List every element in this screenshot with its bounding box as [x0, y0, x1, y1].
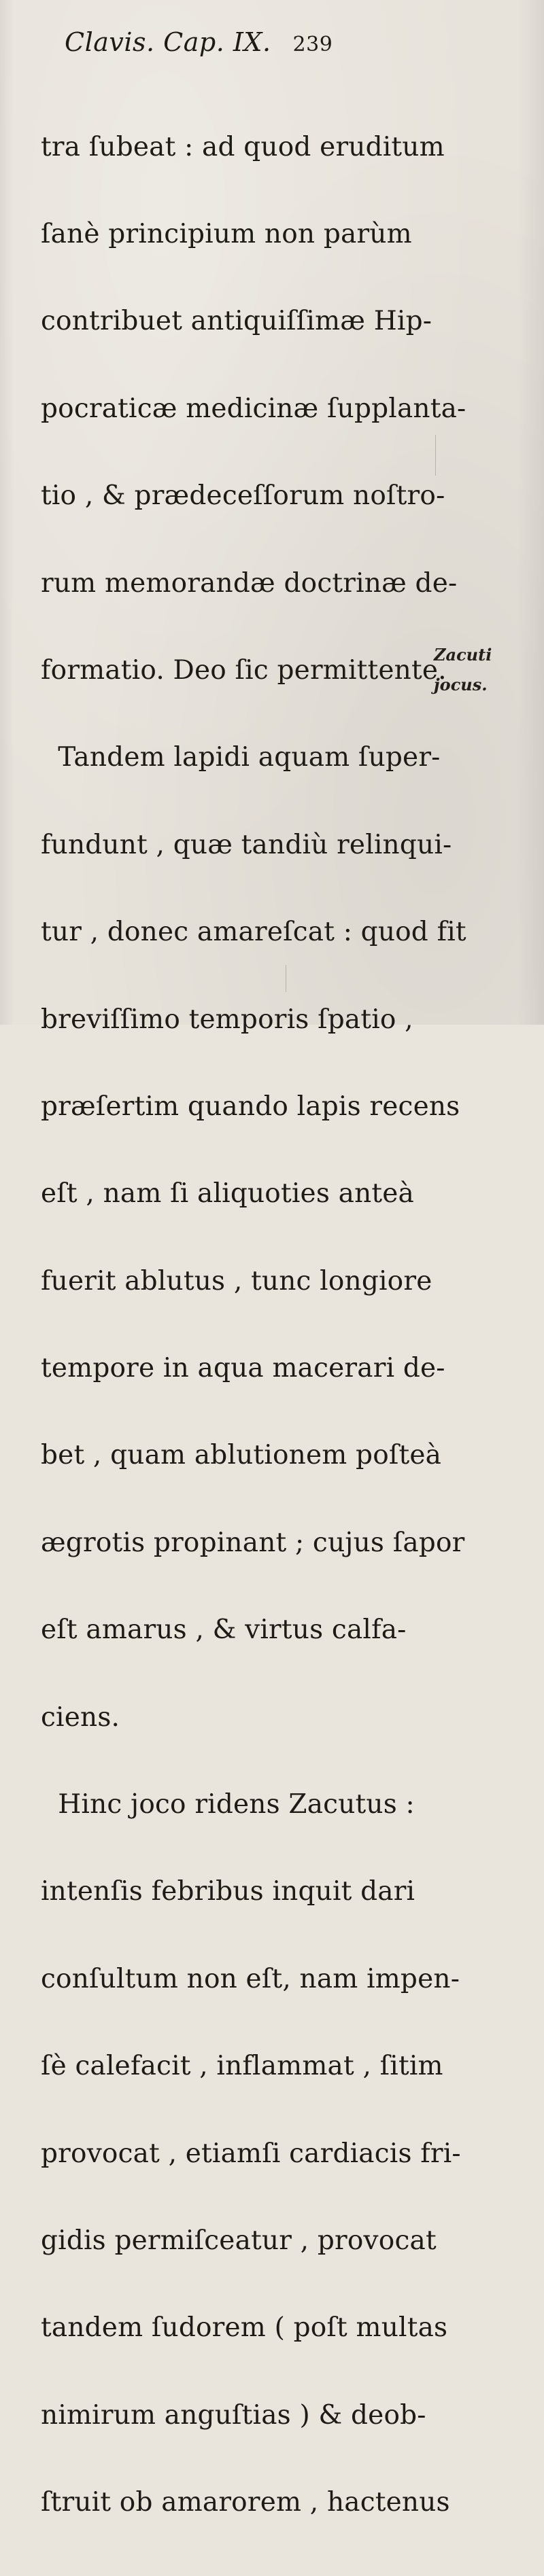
text-line: gidis permiſceatur , provocat: [41, 2225, 437, 2256]
text-line: præſertim quando lapis recens: [41, 1091, 460, 1122]
text-line: ſè calefacit , inflammat , ſitim: [41, 2051, 443, 2082]
text-line: eſt amarus , & virtus calfa-: [41, 1615, 407, 1646]
page-number: 239: [292, 33, 333, 56]
text-line: pocraticæ medicinæ ſupplanta-: [41, 393, 466, 424]
text-line: tandem ſudorem ( poſt multas: [41, 2312, 448, 2344]
page-left-shadow: [0, 0, 14, 1025]
running-title: Clavis. Cap. IX.: [65, 27, 271, 57]
page-right-shadow: [517, 0, 544, 1025]
margin-note: [434, 640, 543, 700]
text-line: tio , & prædeceſſorum noſtro-: [41, 480, 445, 512]
text-line: formatio. Deo ſic permittente.: [41, 654, 447, 686]
text-line: Hinc joco ridens Zacutus :: [41, 1789, 415, 1820]
text-line: ſanè principium non parùm: [41, 218, 412, 249]
text-line: conſultum non eſt, nam impen-: [41, 1963, 460, 1994]
text-line: ſtruit ob amarorem , hactenus: [41, 2487, 450, 2518]
text-line: bet , quam ablutionem poſteà: [41, 1440, 442, 1471]
text-line: fuerit ablutus , tunc longiore: [41, 1265, 432, 1296]
margin-note-line: Zacuti: [434, 645, 492, 665]
scan-mark: [435, 435, 436, 476]
text-line: ægrotis propinant ; cujus ſapor: [41, 1527, 465, 1558]
text-line: provocat , etiamſi cardiacis fri-: [41, 2138, 461, 2169]
text-line: tra ſubeat : ad quod eruditum: [41, 131, 445, 162]
text-line: tempore in aqua macerari de-: [41, 1353, 445, 1384]
text-line: rum memorandæ doctrinæ de-: [41, 567, 458, 599]
text-line: nimirum anguſtias ) & deob-: [41, 2399, 426, 2431]
text-line: contribuet antiquiſſimæ Hip-: [41, 306, 432, 337]
text-line: Tandem lapidi aquam ſuper-: [41, 742, 441, 773]
text-line: breviſſimo temporis ſpatio ,: [41, 1004, 413, 1035]
text-line: eſt , nam ſi aliquoties anteà: [41, 1178, 415, 1210]
running-header: [65, 27, 384, 68]
text-line: intenſis febribus inquit dari: [41, 1876, 415, 1907]
text-line: fundunt , quæ tandiù relinqui-: [41, 829, 452, 860]
text-line: ciens.: [41, 1701, 120, 1733]
margin-note-line: jocus.: [434, 675, 488, 694]
text-line: tur , donec amareſcat : quod fit: [41, 917, 466, 948]
